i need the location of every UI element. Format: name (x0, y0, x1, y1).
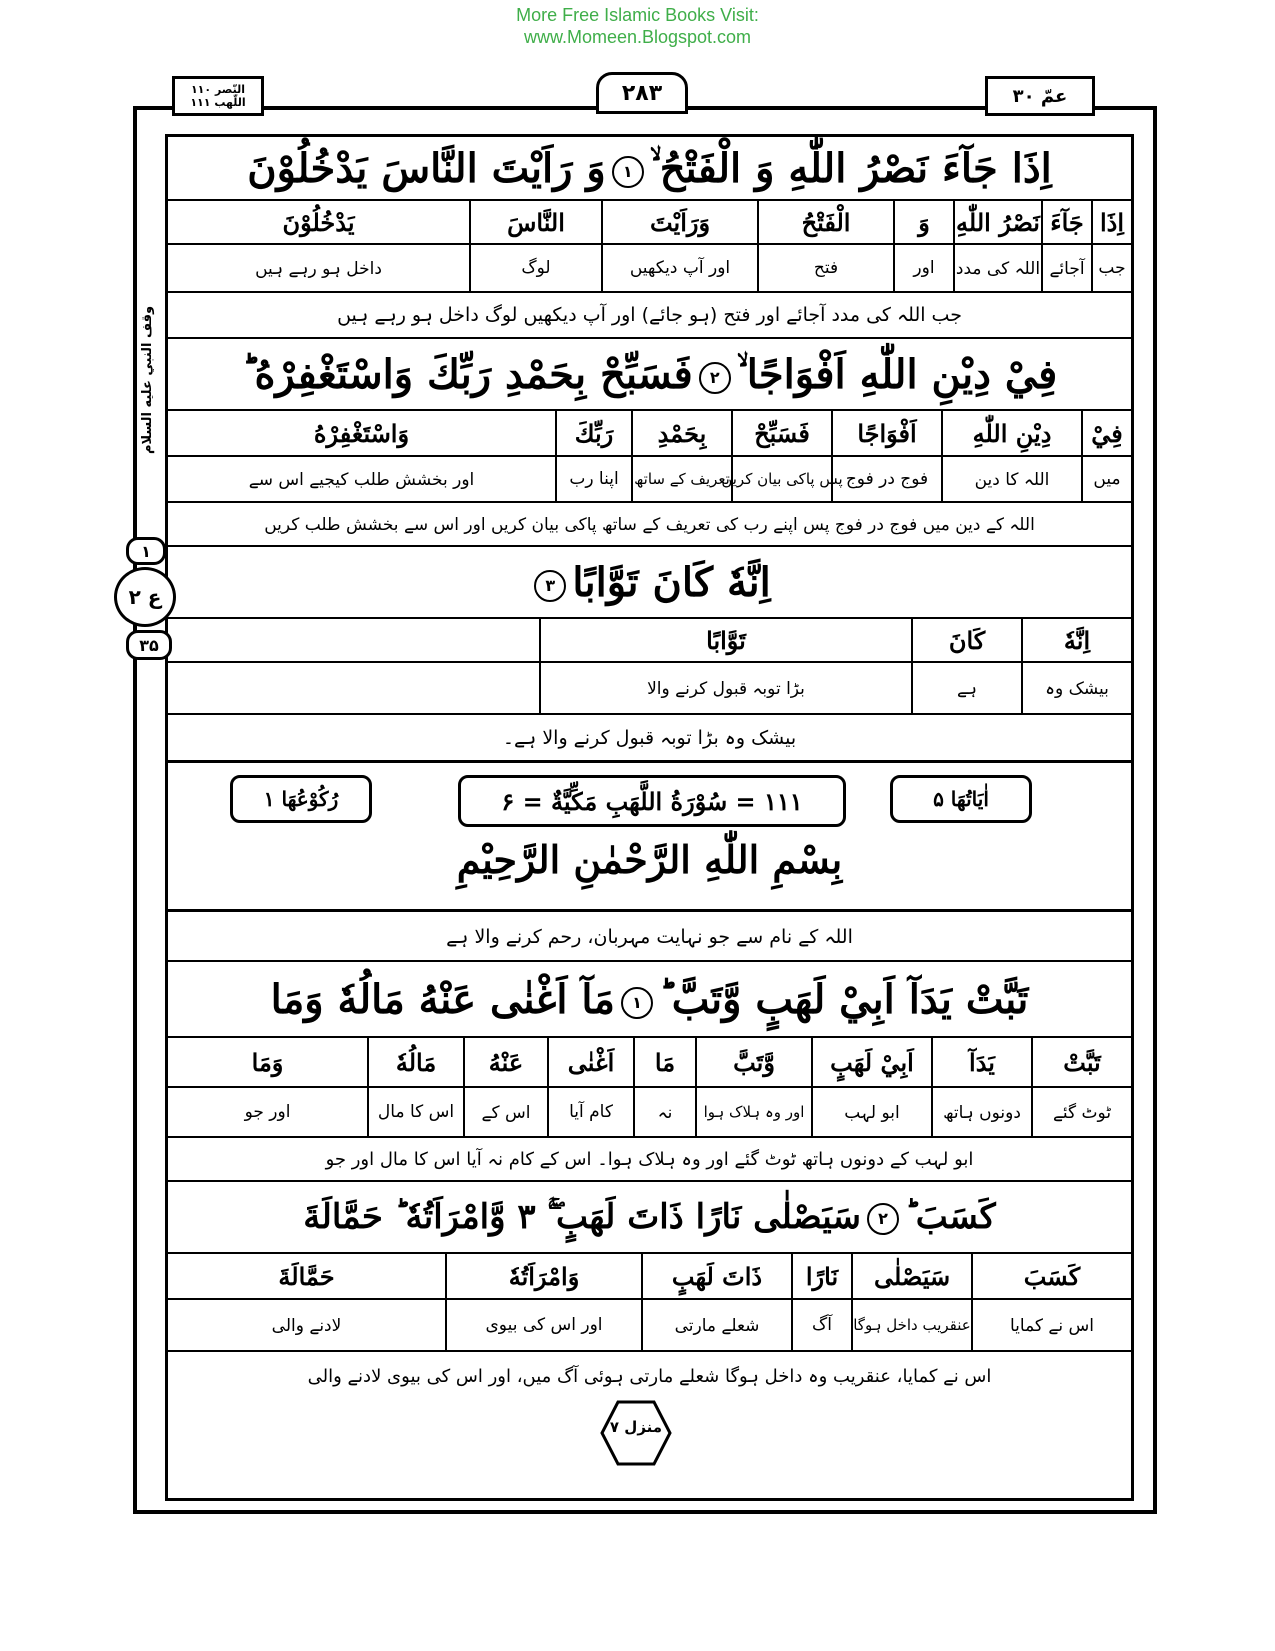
ayah-text-cont: وَ رَاَيْتَ النَّاسَ يَدْخُلُوْنَ (247, 144, 606, 192)
ayah-text-cont: سَيَصْلٰى نَارًا ذَاتَ لَهَبٍ ۚۖ ۳ وَّامْرَاَتُهٗ ؕ حَمَّالَةَ (303, 1197, 861, 1237)
word: وَرَاَيْتَ (601, 201, 757, 243)
word-row-1 (168, 201, 1131, 245)
bismillah: بِسْمِ اللّٰهِ الرَّحْمٰنِ الرَّحِيْمِ (456, 837, 843, 882)
promo-line-1: More Free Islamic Books Visit: (516, 5, 759, 25)
word: نَارًا (791, 1254, 851, 1298)
translation-row-2 (168, 503, 1131, 547)
word: فِيْ (1081, 411, 1131, 455)
word: وَمَا (251, 1047, 284, 1077)
translation: جب اللہ کی مدد آجائے اور فتح (ہو جائے) اور آپ دیکھیں لوگ داخل ہو رہے ہیں (337, 304, 962, 326)
bismillah-translation: اللہ کے نام سے جو نہایت مہربان، رحم کرنے والا ہے (446, 926, 853, 948)
ruku-count-box: رُكُوْعُهَا ۱ (230, 775, 372, 823)
meaning: اور (893, 245, 953, 291)
ayah-text: اِنَّهٗ كَانَ تَوَّابًا (572, 558, 771, 606)
translation-row-4 (168, 1138, 1131, 1182)
ayah-text: اِذَا جَآءَ نَصْرُ اللّٰهِ وَ الْفَتْحُ ۙ (649, 144, 1052, 192)
word: النَّاسَ (469, 201, 601, 243)
surah-name-tab: النّصر ۱۱۰ اللّھب ۱۱۱ (172, 76, 264, 116)
translation: بیشک وہ بڑا توبہ قبول کرنے والا ہے۔ (502, 726, 797, 749)
word: وَ (893, 201, 953, 243)
side-margin-note: وقف النبي عليه السلام (140, 305, 155, 455)
meaning: اس کے (463, 1088, 547, 1136)
word: نَصْرُ اللّٰهِ (953, 201, 1041, 243)
word: ذَاتَ لَهَبٍ (641, 1254, 791, 1298)
ayah-text-cont: فَسَبِّحْ بِحَمْدِ رَبِّكَ وَاسْتَغْفِرْهُ ؕ (241, 350, 693, 398)
meaning: نہ (633, 1088, 695, 1136)
meaning: اس نے کمایا (971, 1300, 1131, 1350)
surah-banner (168, 760, 1131, 912)
marker-top: ۱ (126, 537, 166, 565)
word: كَانَ (911, 619, 1021, 661)
meaning: جب (1091, 245, 1131, 291)
translation-row-5 (168, 1352, 1131, 1400)
ayah-number: ۳ (534, 570, 566, 602)
meaning: شعلے مارتی (641, 1300, 791, 1350)
meaning: ابو لہب (811, 1088, 931, 1136)
meaning: اور وہ ہلاک ہوا (695, 1088, 811, 1136)
word-row-5 (168, 1254, 1131, 1300)
meaning: آجائے (1041, 245, 1091, 291)
word-row-4 (168, 1038, 1131, 1088)
ayah-line-1 (168, 137, 1131, 201)
meaning-row-1 (168, 245, 1131, 293)
ayah-number: ۲ (867, 1203, 899, 1235)
word: تَبَّتْ (1031, 1038, 1131, 1086)
word: مَا (633, 1038, 695, 1086)
ayah-text-cont: مَآ اَغْنٰى عَنْهُ مَالُهٗ وَمَا (270, 975, 615, 1023)
word: عَنْهُ (463, 1038, 547, 1086)
word: الْفَتْحُ (757, 201, 893, 243)
meaning: ہے (911, 663, 1021, 713)
meaning: لوگ (469, 245, 601, 291)
meaning: کام آیا (547, 1088, 633, 1136)
meaning: اس کا مال (367, 1088, 463, 1136)
meaning-row-5 (168, 1300, 1131, 1352)
page-number-tab: ۲۸۳ (596, 72, 688, 114)
meaning: اور بخشش طلب کیجیے اس سے (248, 469, 475, 490)
word: اِذَا (1091, 201, 1131, 243)
word-row-2 (168, 411, 1131, 457)
meaning: داخل ہو رہے ہیں (255, 258, 382, 279)
meaning: اپنا رب (555, 457, 631, 501)
ayah-text: فِيْ دِيْنِ اللّٰهِ اَفْوَاجًا ۙ (736, 350, 1058, 398)
meaning: عنقریب داخل ہوگا (851, 1300, 971, 1350)
word: وَامْرَاَتُهٗ (445, 1254, 641, 1298)
translation: اس نے کمایا، عنقریب وہ داخل ہوگا شعلے مارتی ہوئی آگ میں، اور اس کی بیوی لادنے والی (307, 1365, 992, 1387)
word: جَآءَ (1041, 201, 1091, 243)
promo-line-2[interactable]: www.Momeen.Blogspot.com (523, 27, 752, 47)
surah-title-box: ۱۱۱ = سُوْرَةُ اللَّهَبِ مَكِّيَّةٌ = ۶ (458, 775, 846, 827)
translation: اللہ کے دین میں فوج در فوج پس اپنے رب کی تعریف کے ساتھ پاکی بیان کریں اور اس سے بخشش طلب کریں (264, 514, 1035, 535)
meaning: بیشک وہ (1021, 663, 1131, 713)
word: اَفْوَاجًا (831, 411, 941, 455)
meaning: میں (1081, 457, 1131, 501)
meaning: پس پاکی بیان کریں (731, 457, 831, 501)
manzil-label: منزل ۷ (609, 1418, 663, 1436)
meaning: اور آپ دیکھیں (601, 245, 757, 291)
meaning: فوج در فوج (831, 457, 941, 501)
meaning-row-2 (168, 457, 1131, 503)
ayah-number: ۱ (621, 987, 653, 1019)
word: تَوَّابًا (706, 625, 746, 655)
ayah-line-2 (168, 339, 1131, 411)
word: فَسَبِّحْ (731, 411, 831, 455)
ayah-number: ۱ (612, 156, 644, 188)
meaning-row-4 (168, 1088, 1131, 1138)
word: حَمَّالَةَ (278, 1261, 335, 1291)
word: رَبِّكَ (555, 411, 631, 455)
bismillah-translation-row (168, 914, 1131, 962)
word: اِنَّهٗ (1021, 619, 1131, 661)
meaning: آگ (791, 1300, 851, 1350)
translation: ابو لہب کے دونوں ہاتھ ٹوٹ گئے اور وہ ہلاک ہوا۔ اس کے کام نہ آیا اس کا مال اور جو (325, 1148, 974, 1170)
ayah-text: تَبَّتْ يَدَآ اَبِيْ لَهَبٍ وَّتَبَّ ؕ (658, 975, 1029, 1023)
meaning-row-3 (168, 663, 1131, 715)
meaning: اللہ کا دین (941, 457, 1081, 501)
ayah-line-4 (168, 962, 1131, 1038)
word: اَبِيْ لَهَبٍ (811, 1038, 931, 1086)
word: دِيْنِ اللّٰهِ (941, 411, 1081, 455)
word: يَدْخُلُوْنَ (282, 207, 355, 237)
juz-tab: عمّ ۳۰ (985, 76, 1095, 116)
word: كَسَبَ (971, 1254, 1131, 1298)
meaning: ٹوٹ گئے (1031, 1088, 1131, 1136)
ayah-line-3 (168, 547, 1131, 619)
word: يَدَآ (931, 1038, 1031, 1086)
word: سَيَصْلٰى (851, 1254, 971, 1298)
ruku-marker: ع ۲ (114, 567, 176, 627)
meaning: فتح (757, 245, 893, 291)
word: اَغْنٰى (547, 1038, 633, 1086)
word: مَالُهٗ (367, 1038, 463, 1086)
word: وَّتَبَّ (695, 1038, 811, 1086)
translation-row-1 (168, 293, 1131, 339)
ayah-line-5 (168, 1182, 1131, 1254)
meaning: دونوں ہاتھ (931, 1088, 1031, 1136)
translation-row-3 (168, 715, 1131, 760)
word: بِحَمْدِ (631, 411, 731, 455)
word-row-3 (168, 619, 1131, 663)
meaning: اور اس کی بیوی (445, 1300, 641, 1350)
meaning: اور جو (244, 1102, 291, 1122)
meaning: بڑا توبہ قبول کرنے والا (647, 678, 805, 699)
ayat-count-box: اٰيَاتُهَا ۵ (890, 775, 1032, 823)
meaning: تعریف کے ساتھ (631, 457, 731, 501)
ayah-text: كَسَبَ ؕ (905, 1197, 996, 1237)
word: وَاسْتَغْفِرْهُ (313, 418, 410, 448)
meaning: لادنے والی (271, 1315, 342, 1336)
ayah-number: ۲ (699, 362, 731, 394)
meaning: اللہ کی مدد (953, 245, 1041, 291)
marker-bottom: ۳۵ (126, 630, 172, 660)
